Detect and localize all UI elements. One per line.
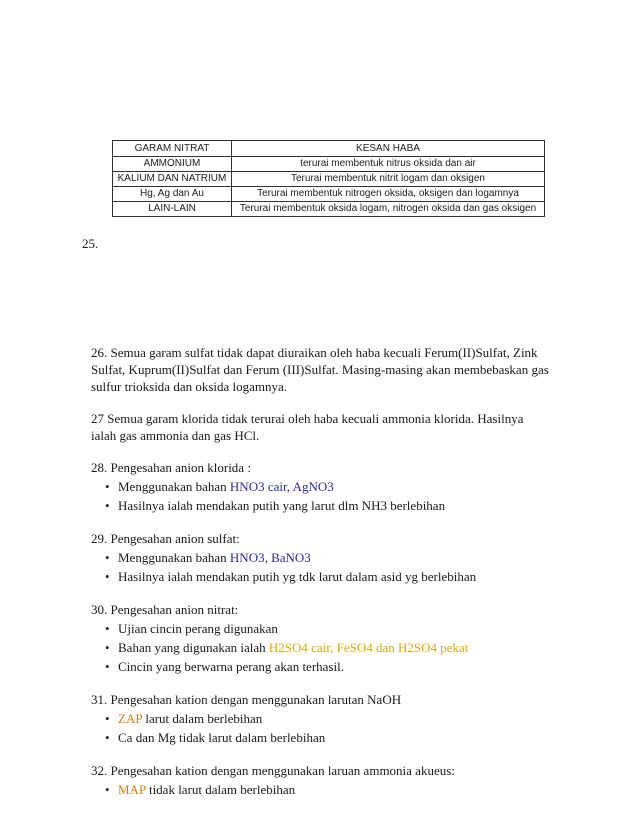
table-header-row [113,141,545,157]
table-header-cell: KESAN HABA [232,141,545,157]
table-cell: Terurai membentuk oksida logam, nitrogen oksida dan gas oksigen [232,202,545,217]
highlight-text: MAP [118,782,146,797]
item-28-title: 28. Pengesahan anion klorida : [91,460,251,475]
bullet-text: tidak larut dalam berlebihan [145,782,296,797]
bullet-text: Hasilnya ialah mendakan putih yang larut dlm NH3 berlebihan [118,498,446,513]
item-27-text: 27 Semua garam klorida tidak terurai oleh haba kecuali ammonia klorida. Hasilnya ialah gas ammonia dan gas HCl. [91,411,524,443]
item-29-bullets [91,548,551,586]
item-26 [91,344,551,395]
table-cell: Hg, Ag dan Au [113,187,232,202]
table-header-cell: GARAM NITRAT [113,141,232,157]
item-28 [91,459,551,515]
item-27 [91,410,551,444]
table-cell: LAIN-LAIN [113,202,232,217]
bullet-text: Menggunakan bahan [118,550,230,565]
table-cell: terurai membentuk nitrus oksida dan air [232,157,545,172]
bullet-text: Ca dan Mg tidak larut dalam berlebihan [118,730,326,745]
table-cell: AMMONIUM [113,157,232,172]
table-row [113,172,545,187]
bullet-text: Bahan yang digunakan ialah [118,640,269,655]
highlight-text: ZAP [118,711,143,726]
bullet-text: Ujian cincin perang digunakan [118,621,278,636]
item-32-bullets [91,780,551,799]
item-29 [91,530,551,586]
table-cell: Terurai membentuk nitrit logam dan oksigen [232,172,545,187]
highlight-text: HNO3, BaNO3 [229,550,311,565]
item-31 [91,691,551,747]
item-32-title: 32. Pengesahan kation dengan menggunakan laruan ammonia akueus: [91,763,455,778]
list-item [91,548,551,567]
item-30-title: 30. Pengesahan anion nitrat: [91,602,239,617]
list-item [91,638,551,657]
nitrate-heat-table [112,140,545,217]
table-row [113,157,545,172]
table-row [113,202,545,217]
table-cell: Terurai membentuk nitrogen oksida, oksigen dan logamnya [232,187,545,202]
list-item [91,709,551,728]
list-item [91,657,551,676]
highlight-text: H2SO4 cair, FeSO4 dan H2SO4 pekat [268,640,469,655]
item-31-bullets [91,709,551,747]
item-30 [91,601,551,676]
bullet-text: Menggunakan bahan [118,479,230,494]
list-item [91,780,551,799]
list-item [91,496,551,515]
list-item [91,567,551,586]
list-item [91,728,551,747]
list-item [91,619,551,638]
item-30-bullets [91,619,551,676]
bullet-text: Hasilnya ialah mendakan putih yg tdk larut dalam asid yg berlebihan [118,569,477,584]
table-cell: KALIUM DAN NATRIUM [113,172,232,187]
list-item [91,477,551,496]
item-29-title: 29. Pengesahan anion sulfat: [91,531,240,546]
bullet-text: larut dalam berlebihan [142,711,263,726]
item-25-number: 25. [82,236,99,251]
item-28-bullets [91,477,551,515]
bullet-text: Cincin yang berwarna perang akan terhasil. [118,659,344,674]
highlight-text: HNO3 cair, AgNO3 [229,479,334,494]
item-32 [91,762,551,799]
item-26-text: 26. Semua garam sulfat tidak dapat diuraikan oleh haba kecuali Ferum(II)Sulfat, Zink Sulfat, Kuprum(II)Sulfat dan Ferum (III)Sulfat. Masing-masing akan membebaskan gas sulfur trioksida dan oksida logamnya. [91,345,549,394]
table-row [113,187,545,202]
notes-list [91,344,551,814]
item-31-title: 31. Pengesahan kation dengan menggunakan larutan NaOH [91,692,402,707]
